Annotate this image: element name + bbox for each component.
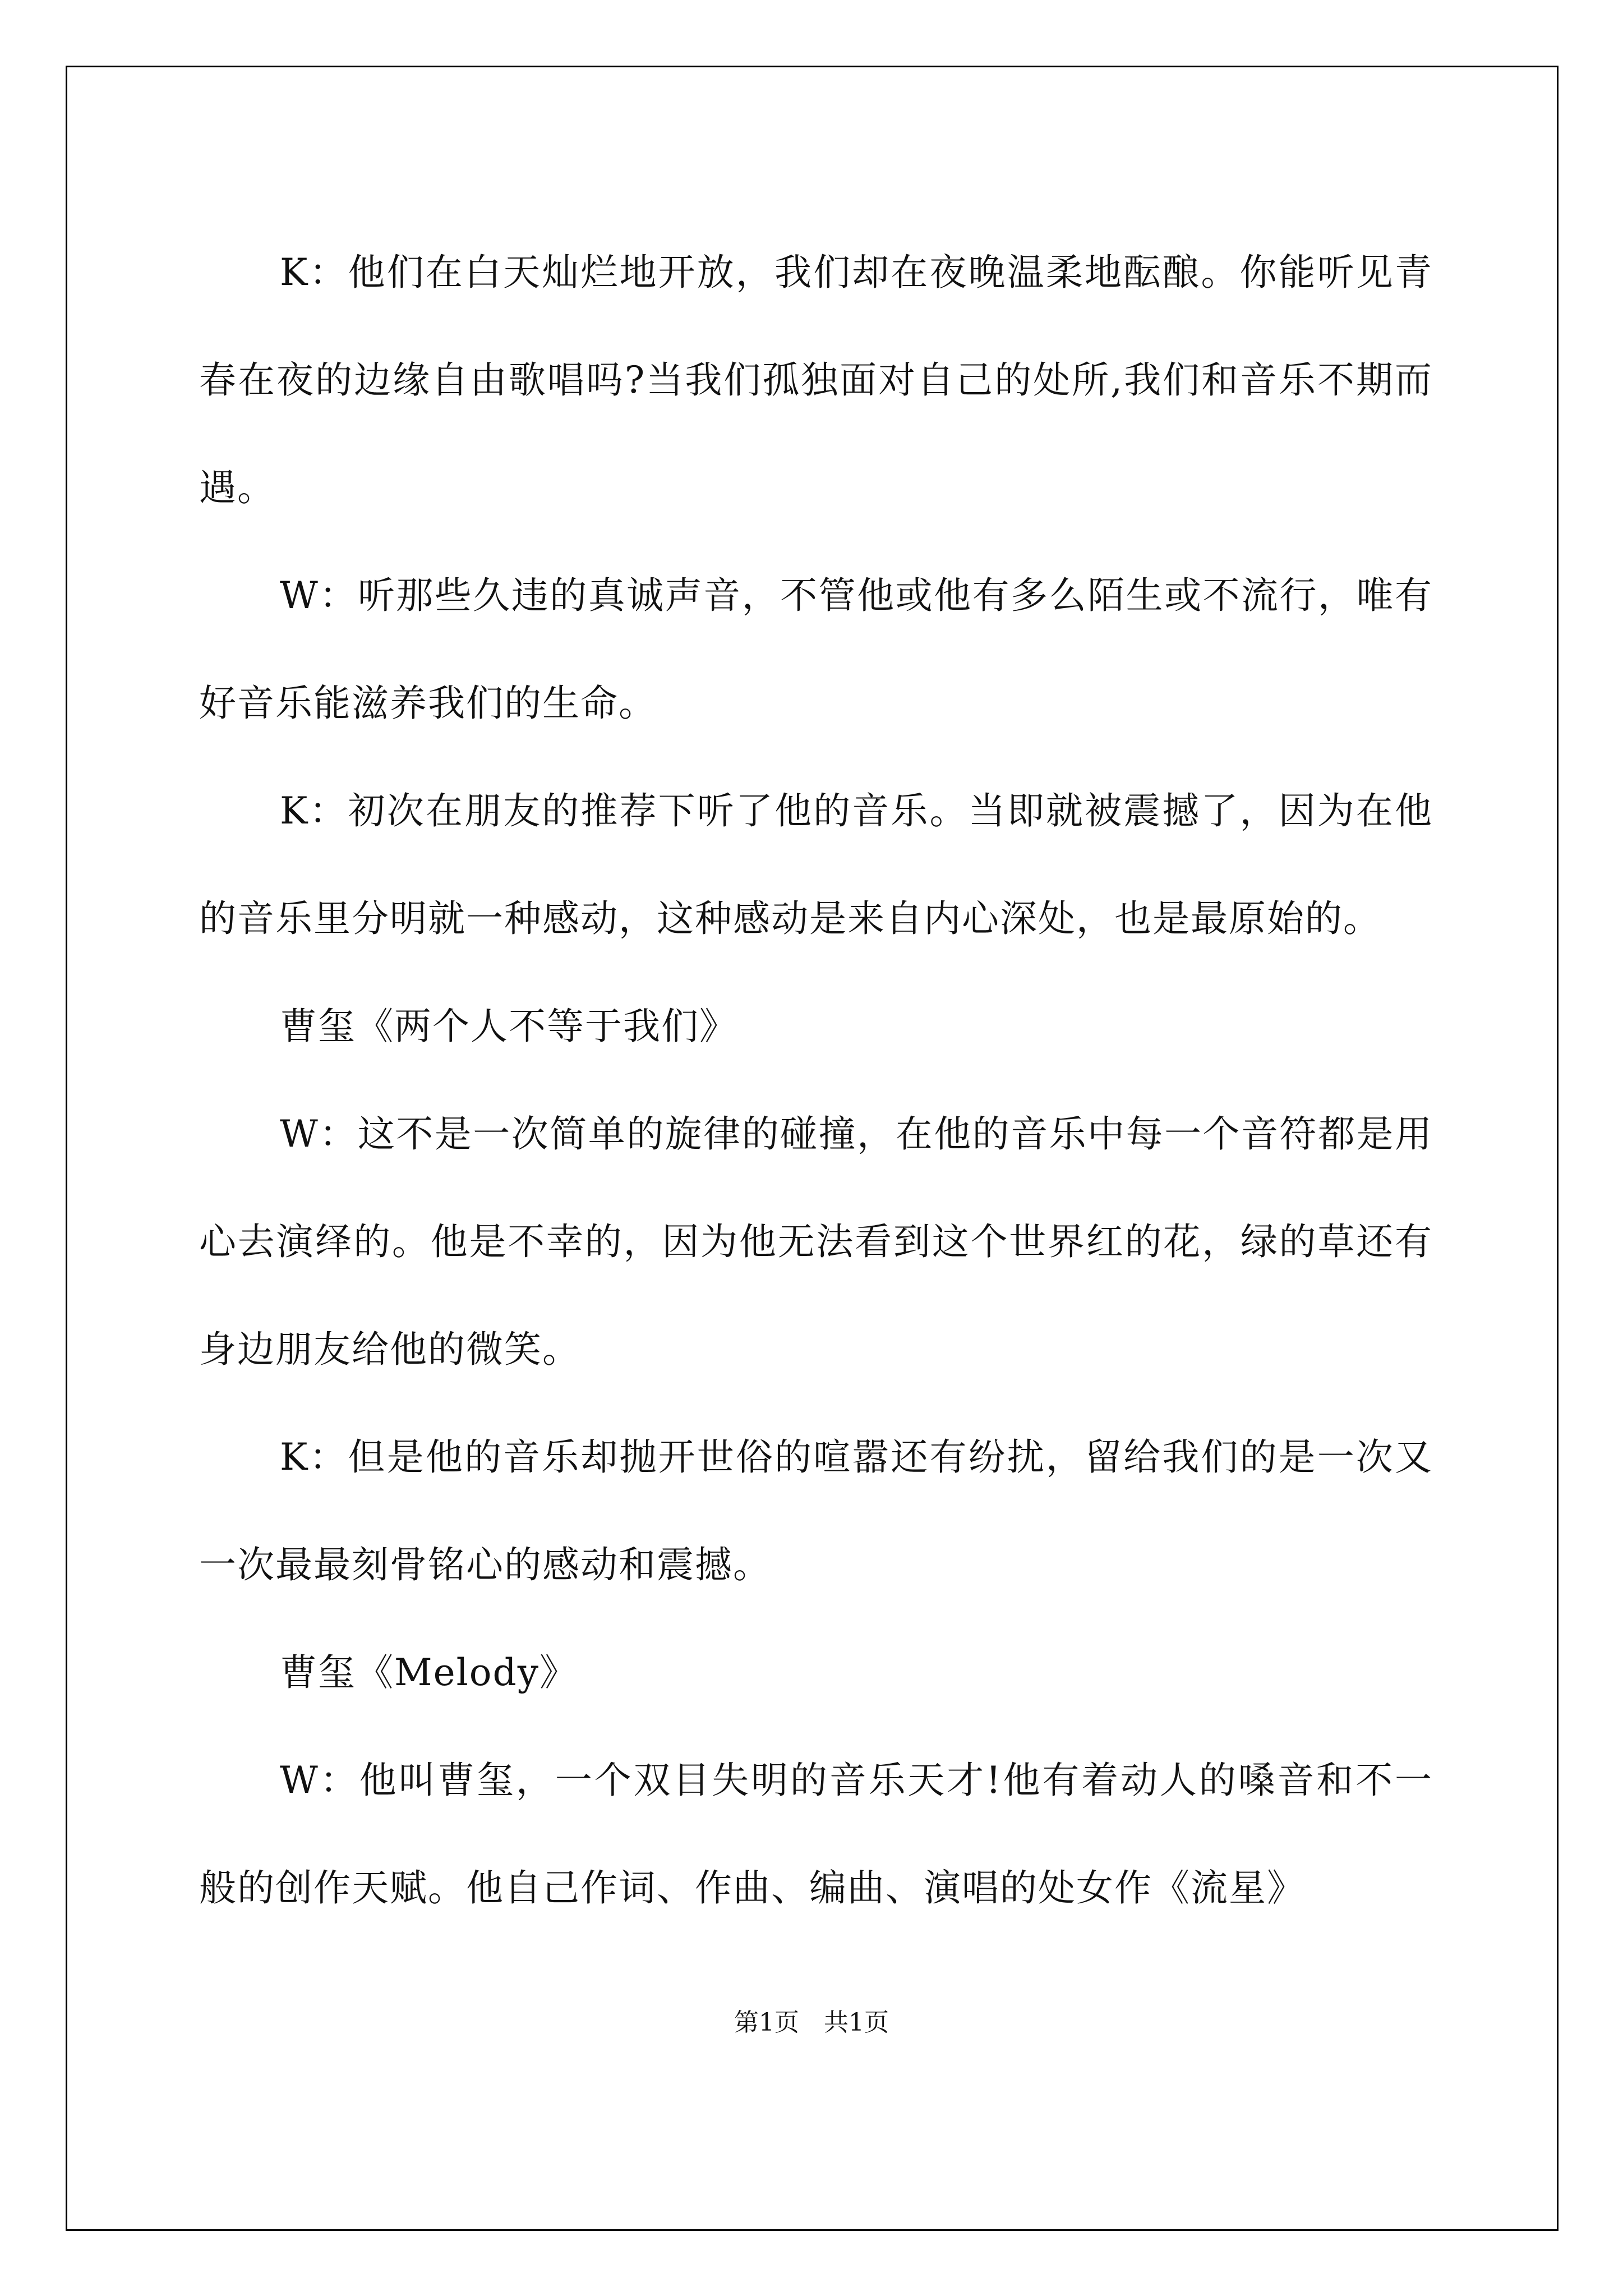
paragraph-5: K：但是他的音乐却抛开世俗的喧嚣还有纷扰，留给我们的是一次又一次最最刻骨铭心的感动和震撼。	[199, 1435, 1433, 1586]
paragraph-4: W：这不是一次简单的旋律的碰撞，在他的音乐中每一个音符都是用心去演绎的。他是不幸的，因为他无法看到这个世界红的花，绿的草还有身边朋友给他的微笑。	[199, 1112, 1433, 1371]
paragraph-1: K：他们在白天灿烂地开放，我们却在夜晚温柔地酝酿。你能听见青春在夜的边缘自由歌唱吗?当我们孤独面对自己的处所,我们和音乐不期而遇。	[199, 251, 1433, 509]
song-title-2: 曹玺《Melody》	[280, 1651, 578, 1694]
page-footer: 第1页 共1页	[734, 2008, 889, 2037]
paragraph-2: W：听那些久违的真诚声音，不管他或他有多么陌生或不流行，唯有好音乐能滋养我们的生命。	[199, 574, 1433, 725]
paragraph-3: K：初次在朋友的推荐下听了他的音乐。当即就被震撼了，因为在他的音乐里分明就一种感动，这种感动是来自内心深处，也是最原始的。	[199, 789, 1433, 940]
paragraph-6: W：他叫曹玺，一个双目失明的音乐天才!他有着动人的嗓音和不一般的创作天赋。他自己作词、作曲、编曲、演唱的处女作《流星》	[199, 1759, 1433, 1910]
document-body	[199, 219, 1433, 1942]
song-title-1: 曹玺《两个人不等于我们》	[280, 1005, 737, 1048]
